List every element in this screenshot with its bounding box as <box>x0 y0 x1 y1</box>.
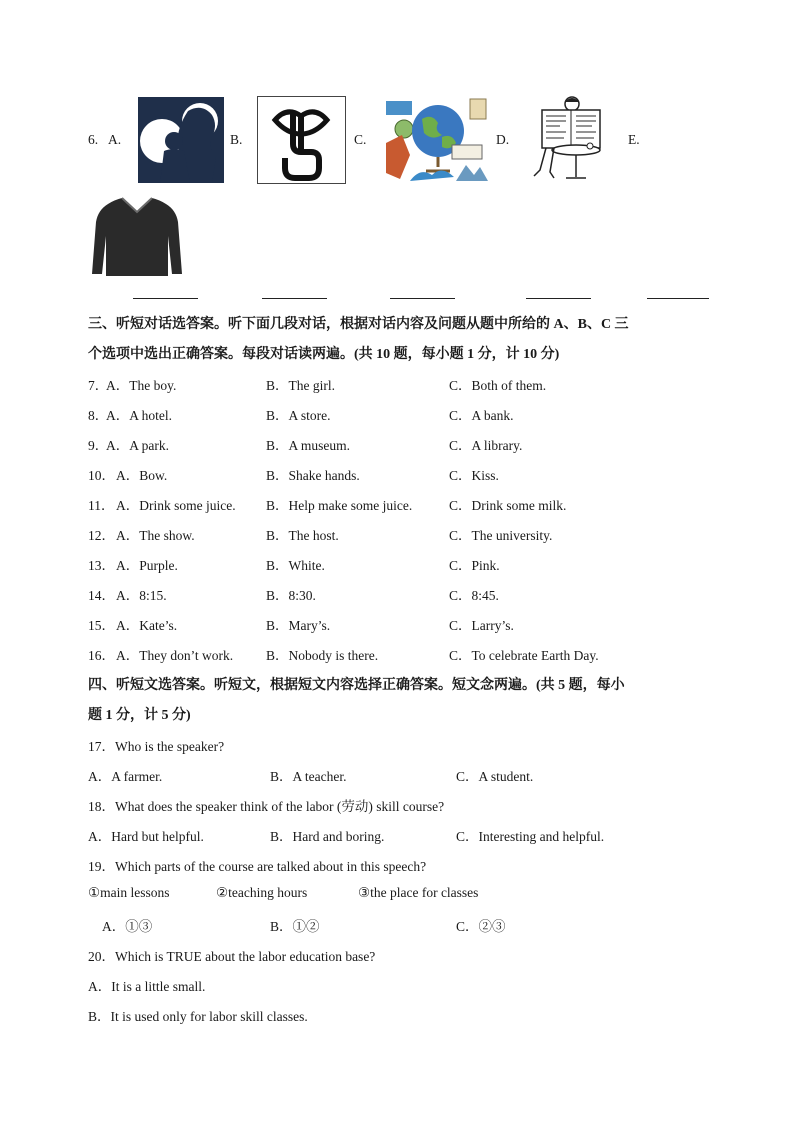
answer-blank-d[interactable] <box>526 298 591 299</box>
question-number: 15． <box>88 618 115 633</box>
option-c[interactable]: C．8:45. <box>449 588 499 603</box>
option-a[interactable]: A．①③ <box>102 919 153 934</box>
geography-collage-image <box>382 97 488 183</box>
q19-stem: 19．Which parts of the course are talked about in this speech? <box>88 859 427 874</box>
option-b[interactable]: B．A teacher. <box>270 769 347 784</box>
option-b[interactable]: B．8:30. <box>266 588 316 603</box>
option-c[interactable]: C．To celebrate Earth Day. <box>449 648 599 663</box>
q20-option-a[interactable]: A．It is a little small. <box>88 979 206 994</box>
option-b[interactable]: B．Help make some juice. <box>266 498 413 513</box>
option-b[interactable]: B．White. <box>266 558 325 573</box>
option-a[interactable]: A．The boy. <box>106 378 177 393</box>
section4-instruction-line1: 四、听短文选答案。听短文，根据短文内容选择正确答案。短文念两遍。(共 5 题，每小 <box>88 678 625 693</box>
option-a[interactable]: A．They don’t work. <box>116 648 234 663</box>
option-c[interactable]: C．A library. <box>449 438 523 453</box>
option-b[interactable]: B．A museum. <box>266 438 351 453</box>
choice-2: ②teaching hours <box>216 885 308 900</box>
option-a[interactable]: A．A hotel. <box>106 408 172 423</box>
option-a[interactable]: A．Drink some juice. <box>116 498 236 513</box>
section3-instruction-line2: 个选项中选出正确答案。每段对话读两遍。(共 10 题，每小题 1 分，计 10 分) <box>88 347 560 362</box>
question-number: 11． <box>88 498 115 513</box>
option-c[interactable]: C．A bank. <box>449 408 514 423</box>
option-b[interactable]: B．Mary’s. <box>266 618 331 633</box>
sweater-image <box>90 194 184 278</box>
option-c[interactable]: C．A student. <box>456 769 534 784</box>
q6-label-c: C. <box>354 132 367 147</box>
answer-blank-c[interactable] <box>390 298 455 299</box>
q6-number: 6. <box>88 132 99 147</box>
option-a[interactable]: A．The show. <box>116 528 195 543</box>
option-a[interactable]: A．A farmer. <box>88 769 163 784</box>
option-a[interactable]: A．Kate’s. <box>116 618 178 633</box>
answer-blank-a[interactable] <box>133 298 198 299</box>
option-a[interactable]: A．Purple. <box>116 558 178 573</box>
option-b[interactable]: B．The host. <box>266 528 339 543</box>
q20-stem: 20．Which is TRUE about the labor education base? <box>88 949 376 964</box>
question-number: 8． <box>88 408 109 423</box>
option-b[interactable]: B．Hard and boring. <box>270 829 385 844</box>
answer-blank-b[interactable] <box>262 298 327 299</box>
answer-blank-e[interactable] <box>647 298 709 299</box>
question-number: 16． <box>88 648 115 663</box>
q6-label-d: D. <box>496 132 510 147</box>
option-b[interactable]: B．The girl. <box>266 378 335 393</box>
man-reading-newspaper-image <box>528 96 614 184</box>
option-c[interactable]: C．The university. <box>449 528 553 543</box>
option-b[interactable]: B．Nobody is there. <box>266 648 379 663</box>
option-a[interactable]: A．Hard but helpful. <box>88 829 204 844</box>
question-number: 10． <box>88 468 115 483</box>
option-c[interactable]: C．Both of them. <box>449 378 547 393</box>
option-a[interactable]: A．8:15. <box>116 588 167 603</box>
option-c[interactable]: C．Interesting and helpful. <box>456 829 605 844</box>
question-number: 9． <box>88 438 109 453</box>
option-c[interactable]: C．Pink. <box>449 558 500 573</box>
option-c[interactable]: C．Drink some milk. <box>449 498 567 513</box>
option-a[interactable]: A．Bow. <box>116 468 168 483</box>
section3-instruction-line1: 三、听短对话选答案。听下面几段对话，根据对话内容及问题从题中所给的 A、B、C 三 <box>88 317 629 332</box>
question-number: 7． <box>88 378 109 393</box>
choice-3: ③the place for classes <box>358 885 479 900</box>
question-number: 14． <box>88 588 115 603</box>
option-c[interactable]: C．Larry’s. <box>449 618 514 633</box>
option-b[interactable]: B．Shake hands. <box>266 468 360 483</box>
choice-1: ①main lessons <box>88 885 170 900</box>
q18-stem: 18．What does the speaker think of the labor (劳动) skill course? <box>88 799 445 814</box>
mother-child-image <box>138 97 224 183</box>
q6-label-e: E. <box>628 132 640 147</box>
question-number: 13． <box>88 558 115 573</box>
section4-instruction-line2: 题 1 分，计 5 分) <box>88 708 191 723</box>
option-c[interactable]: C．Kiss. <box>449 468 499 483</box>
q20-option-b[interactable]: B．It is used only for labor skill classes. <box>88 1009 308 1024</box>
q6-label-b: B. <box>230 132 243 147</box>
option-c[interactable]: C．②③ <box>456 919 506 934</box>
silence-sign-image <box>257 96 346 184</box>
q6-label-a: A. <box>108 132 122 147</box>
option-a[interactable]: A．A park. <box>106 438 169 453</box>
option-b[interactable]: B．A store. <box>266 408 331 423</box>
option-b[interactable]: B．①② <box>270 919 320 934</box>
question-number: 12． <box>88 528 115 543</box>
q17-stem: 17．Who is the speaker? <box>88 739 225 754</box>
